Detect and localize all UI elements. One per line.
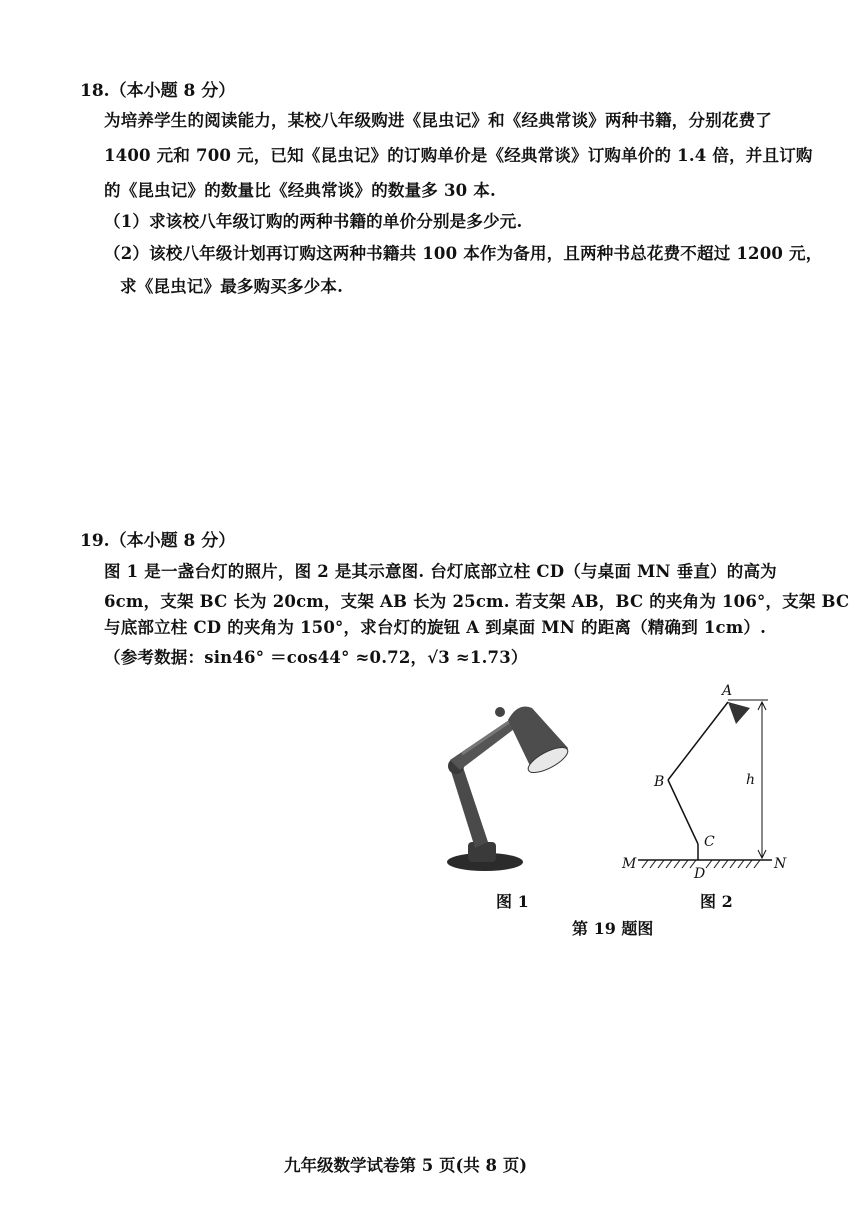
schematic-shade	[728, 702, 750, 724]
lamp-lower-arm	[450, 764, 488, 848]
q19-heading: 19.（本小题 8 分）	[80, 531, 236, 551]
q18-line-2: 1400 元和 700 元，已知《昆虫记》的订购单价是《经典常谈》订购单价的 1.4 倍，并且订购	[104, 146, 813, 165]
label-b: B	[654, 774, 665, 790]
label-d: D	[694, 866, 706, 880]
lamp-upper-arm	[450, 718, 518, 770]
segment-ab	[668, 702, 728, 780]
figure-group-title: 第 19 题图	[572, 919, 654, 938]
label-a: A	[722, 683, 733, 699]
q18-subquestion-1: （1）求该校八年级订购的两种书籍的单价分别是多少元.	[104, 212, 523, 231]
q18-heading: 18.（本小题 8 分）	[80, 81, 236, 101]
q18-line-1: 为培养学生的阅读能力，某校八年级购进《昆虫记》和《经典常谈》两种书籍，分别花费了	[104, 111, 772, 130]
lamp-schematic-figure	[610, 680, 790, 880]
q19-line-3: 与底部立柱 CD 的夹角为 150°，求台灯的旋钮 A 到桌面 MN 的距离（精确到 1cm）.	[104, 618, 767, 637]
q18-line-3: 的《昆虫记》的数量比《经典常谈》的数量多 30 本.	[104, 181, 496, 200]
label-m: M	[622, 856, 637, 872]
figure-1-caption: 图 1	[496, 892, 529, 911]
label-h: h	[746, 772, 756, 788]
lamp-base-stem	[468, 842, 496, 862]
page-footer: 九年级数学试卷第 5 页(共 8 页)	[284, 1156, 528, 1175]
figure-2-caption: 图 2	[700, 892, 733, 911]
lamp-photo-figure	[420, 690, 590, 880]
q19-reference-data: （参考数据：sin46° ＝cos44° ≈0.72，√3 ≈1.73）	[104, 648, 528, 667]
label-c: C	[704, 834, 715, 850]
label-n: N	[774, 856, 787, 872]
q18-subquestion-2: （2）该校八年级计划再订购这两种书籍共 100 本作为备用，且两种书总花费不超过 1200 元，	[104, 244, 823, 263]
segment-bc	[668, 780, 698, 844]
q19-line-1: 图 1 是一盏台灯的照片，图 2 是其示意图. 台灯底部立柱 CD（与桌面 MN 垂直）的高为	[104, 562, 777, 581]
q19-line-2: 6cm，支架 BC 长为 20cm，支架 AB 长为 25cm. 若支架 AB，BC 的夹角为 106°，支架 BC	[104, 592, 850, 611]
lamp-knob	[495, 707, 505, 717]
q18-subquestion-2-cont: 求《昆虫记》最多购买多少本.	[120, 277, 344, 296]
